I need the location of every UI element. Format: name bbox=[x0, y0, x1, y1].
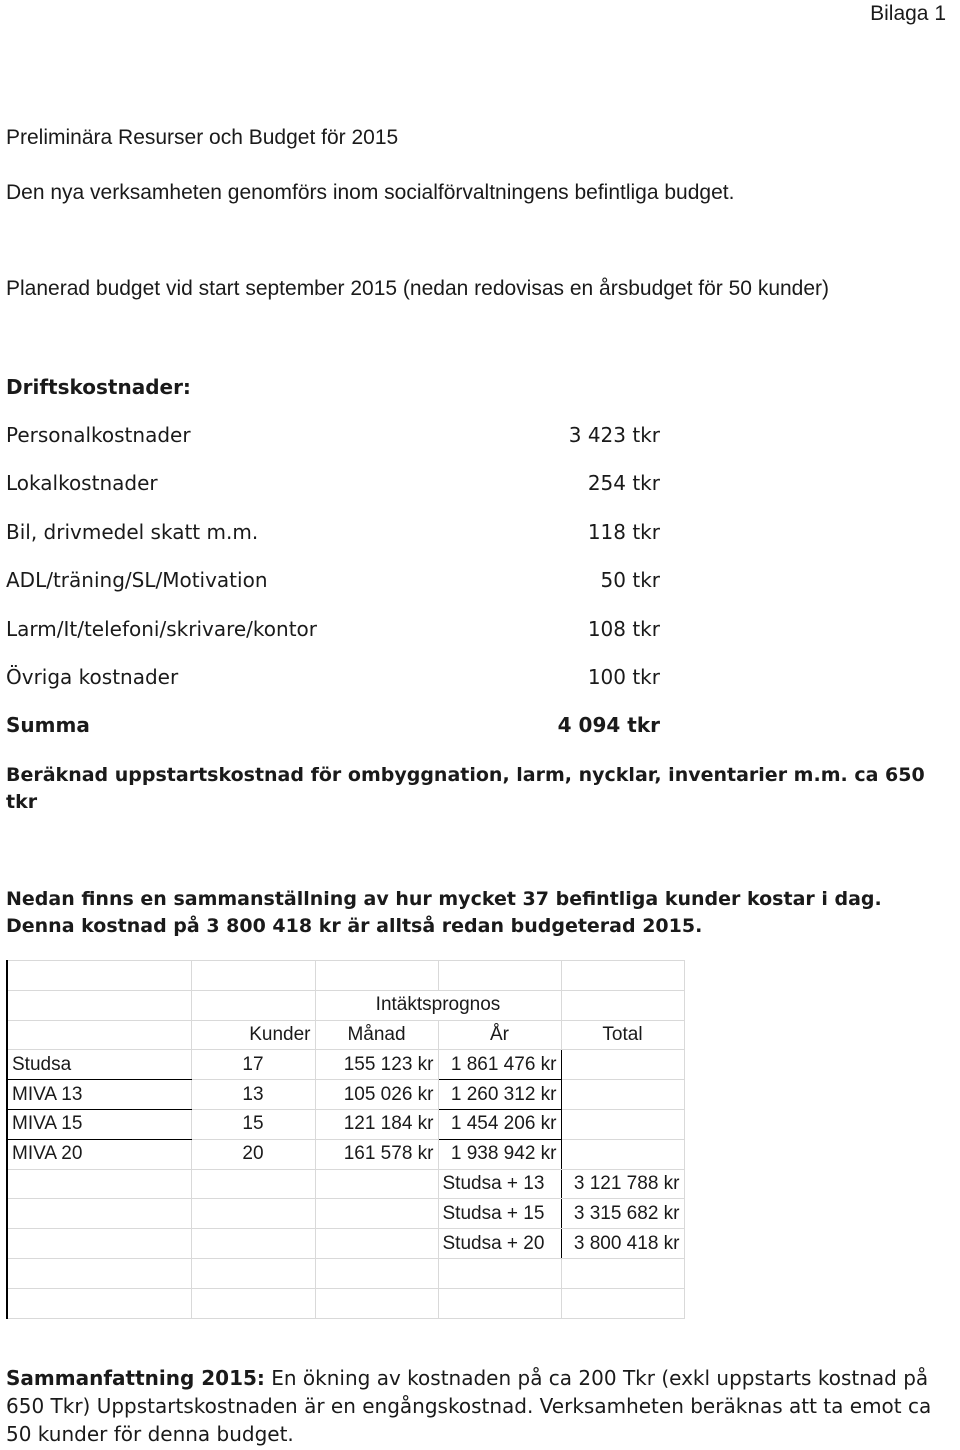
attachment-label: Bilaga 1 bbox=[870, 2, 946, 25]
cost-value: 118 tkr bbox=[587, 520, 660, 544]
cell-manad: 155 123 kr bbox=[315, 1050, 438, 1080]
cost-value: 100 tkr bbox=[587, 665, 660, 689]
document-title: Preliminära Resurser och Budget för 2015 bbox=[6, 126, 399, 149]
cell-manad: 161 578 kr bbox=[315, 1139, 438, 1169]
table-title: Intäktsprognos bbox=[315, 990, 561, 1020]
cell-ar: 1 861 476 kr bbox=[438, 1050, 561, 1080]
sum-value: 4 094 tkr bbox=[557, 713, 660, 737]
cost-label: Övriga kostnader bbox=[6, 665, 179, 689]
revenue-forecast-table bbox=[6, 960, 685, 1319]
cell-kunder: 17 bbox=[191, 1050, 315, 1080]
cell-ar: 1 454 206 kr bbox=[438, 1109, 561, 1139]
total-value: 3 800 418 kr bbox=[561, 1229, 684, 1259]
startup-cost-note: Beräknad uppstartskostnad för ombyggnation, larm, nycklar, inventarier m.m. ca 650 tkr bbox=[6, 764, 925, 813]
total-label: Studsa + 13 bbox=[438, 1169, 561, 1199]
document-subtitle: Den nya verksamheten genomförs inom socialförvaltningens befintliga budget. bbox=[6, 181, 735, 204]
row-name: MIVA 20 bbox=[7, 1139, 191, 1169]
cell-manad: 121 184 kr bbox=[315, 1109, 438, 1139]
column-header: År bbox=[438, 1020, 561, 1050]
table-row bbox=[7, 1169, 684, 1199]
row-name: MIVA 13 bbox=[7, 1080, 191, 1110]
table-row bbox=[7, 1229, 684, 1259]
total-label: Studsa + 20 bbox=[438, 1229, 561, 1259]
cost-label: Personalkostnader bbox=[6, 423, 191, 447]
table-row bbox=[7, 1199, 684, 1229]
cost-value: 108 tkr bbox=[587, 617, 660, 641]
summary-paragraph bbox=[6, 1364, 956, 1448]
cost-label: Larm/It/telefoni/skrivare/kontor bbox=[6, 617, 318, 641]
table-row bbox=[7, 1080, 684, 1110]
cost-value: 254 tkr bbox=[587, 471, 660, 495]
total-value: 3 315 682 kr bbox=[561, 1199, 684, 1229]
cell-kunder: 13 bbox=[191, 1080, 315, 1110]
cell-manad: 105 026 kr bbox=[315, 1080, 438, 1110]
row-name: Studsa bbox=[7, 1050, 191, 1080]
cost-label: Lokalkostnader bbox=[6, 471, 158, 495]
cell-ar: 1 938 942 kr bbox=[438, 1139, 561, 1169]
summary-text: En ökning av kostnaden på ca 200 Tkr (exkl uppstarts kostnad på 650 Tkr) Uppstartskostnaden är en engångskostnad. Verksamheten beräknas att ta emot ca 50 kunder för denna budget. bbox=[6, 1366, 932, 1446]
cost-value: 3 423 tkr bbox=[568, 423, 660, 447]
cost-label: Bil, drivmedel skatt m.m. bbox=[6, 520, 259, 544]
total-label: Studsa + 15 bbox=[438, 1199, 561, 1229]
total-value: 3 121 788 kr bbox=[561, 1169, 684, 1199]
cell-kunder: 15 bbox=[191, 1109, 315, 1139]
operating-costs-heading: Driftskostnader: bbox=[6, 375, 191, 399]
row-name: MIVA 15 bbox=[7, 1109, 191, 1139]
cell-kunder: 20 bbox=[191, 1139, 315, 1169]
table-row bbox=[7, 1050, 684, 1080]
column-header: Kunder bbox=[191, 1020, 315, 1050]
sum-label: Summa bbox=[6, 713, 90, 737]
column-header: Total bbox=[561, 1020, 684, 1050]
budget-plan-text: Planerad budget vid start september 2015 (nedan redovisas en årsbudget för 50 kunder) bbox=[6, 277, 830, 300]
cost-value: 50 tkr bbox=[600, 568, 660, 592]
cell-ar: 1 260 312 kr bbox=[438, 1080, 561, 1110]
existing-customers-note: Nedan finns en sammanställning av hur mycket 37 befintliga kunder kostar i dag. Denna kostnad på 3 800 418 kr är alltså redan budgeterad 2015. bbox=[6, 888, 882, 937]
cost-label: ADL/träning/SL/Motivation bbox=[6, 568, 268, 592]
summary-label: Sammanfattning 2015: bbox=[6, 1366, 265, 1390]
column-header: Månad bbox=[315, 1020, 438, 1050]
table-row bbox=[7, 1139, 684, 1169]
table-row bbox=[7, 1109, 684, 1139]
